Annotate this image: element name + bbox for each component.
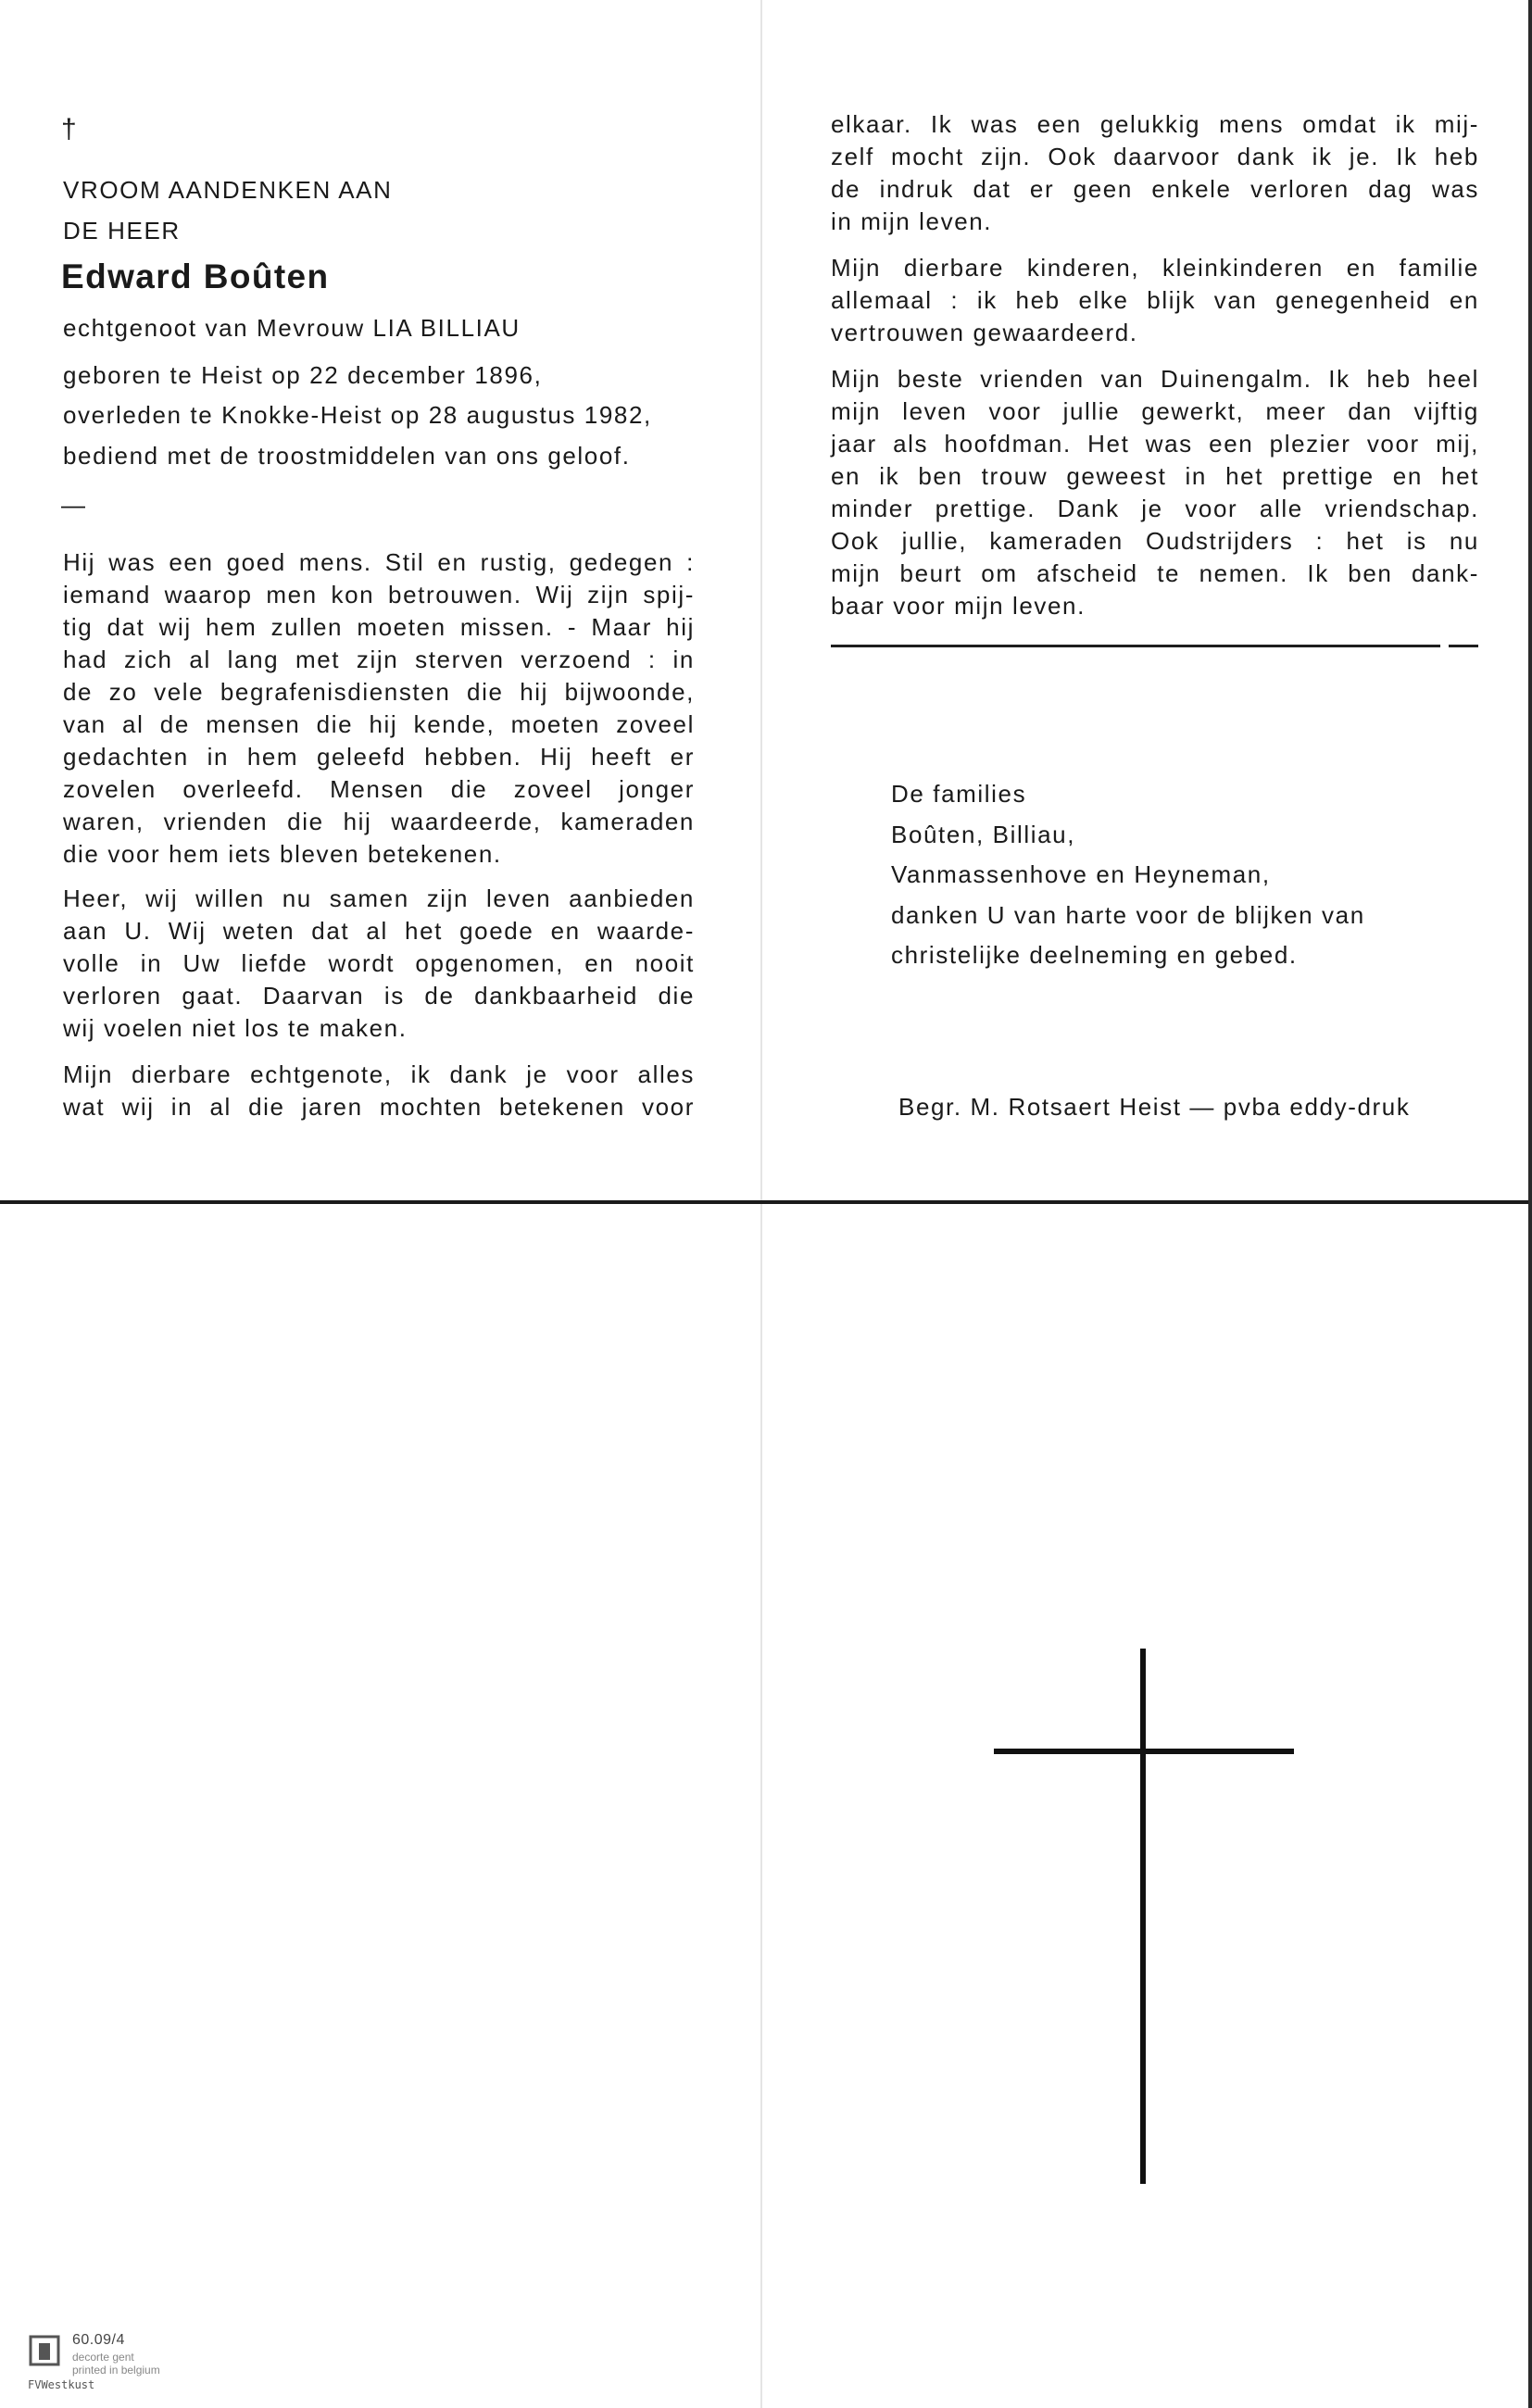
- outer-back-page: [0, 1204, 761, 2408]
- text-line: baar voor mijn leven.: [831, 592, 1086, 620]
- thanks-line-names-1: Boûten, Billiau,: [891, 821, 1076, 848]
- text-line: iemand waarop men kon betrouwen. Wij zijn spij-: [63, 581, 695, 608]
- text-line: elkaar. Ik was een gelukkig mens omdat ik mij-: [831, 110, 1479, 138]
- text-line: Mijn dierbare echtgenote, ik dank je voor alles: [63, 1060, 695, 1088]
- text-line: de indruk dat er geen enkele verloren dag was: [831, 175, 1479, 203]
- paragraph-vrienden: [831, 363, 1479, 622]
- text-line: Ook jullie, kameraden Oudstrijders : het is nu: [831, 527, 1479, 555]
- outer-front-page: [761, 1204, 1532, 2408]
- archive-collection: FVWestkust: [28, 2378, 95, 2391]
- text-line: vertrouwen gewaardeerd.: [831, 319, 1138, 346]
- text-line: gedachten in hem geleefd hebben. Hij heeft er: [63, 743, 695, 771]
- archive-printer: decorte gent: [72, 2351, 134, 2364]
- text-line: Hij was een goed mens. Stil en rustig, gedegen :: [63, 548, 695, 576]
- cross-icon-horizontal: [994, 1749, 1294, 1754]
- text-line: waren, vrienden die hij waardeerde, kameraden: [63, 808, 695, 835]
- archive-country: printed in belgium: [72, 2364, 160, 2377]
- text-line: Mijn dierbare kinderen, kleinkinderen en familie: [831, 254, 1479, 282]
- heading-line-1: VROOM AANDENKEN AAN: [63, 176, 393, 204]
- died-line: overleden te Knokke-Heist op 28 augustus 1982,: [63, 401, 652, 429]
- text-line: verloren gaat. Daarvan is de dankbaarheid die: [63, 982, 695, 1010]
- text-line: tig dat wij hem zullen moeten missen. - Maar hij: [63, 613, 695, 641]
- text-line: volle in Uw liefde wordt opgenomen, en nooit: [63, 949, 695, 977]
- text-line: van al de mensen die hij kende, moeten zoveel: [63, 710, 695, 738]
- text-line: zovelen overleefd. Mensen die zoveel jonger: [63, 775, 695, 803]
- text-line: jaar als hoofdman. Het was een plezier voor mij,: [831, 430, 1479, 458]
- inner-right-page: [761, 0, 1532, 1200]
- inner-left-page: [0, 0, 761, 1200]
- text-line: aan U. Wij weten dat al het goede en waarde-: [63, 917, 695, 945]
- fold-line: [760, 0, 762, 2408]
- archive-code: 60.09/4: [72, 2332, 125, 2348]
- heading-line-2: DE HEER: [63, 217, 181, 245]
- paragraph-kinderen: [831, 252, 1479, 349]
- paragraph-heer: [63, 883, 695, 1045]
- archive-logo-icon: [28, 2334, 65, 2371]
- thanks-line-names-2: Vanmassenhove en Heyneman,: [891, 860, 1271, 888]
- text-line: Heer, wij willen nu samen zijn leven aanbieden: [63, 884, 695, 912]
- closing-rule-dash: [1449, 645, 1478, 647]
- archive-label: [28, 2332, 213, 2397]
- text-line: die voor hem iets bleven betekenen.: [63, 840, 502, 868]
- thanks-line-families: De families: [891, 780, 1027, 808]
- spouse-line: echtgenoot van Mevrouw LIA BILLIAU: [63, 314, 521, 342]
- text-line: zelf mocht zijn. Ook daarvoor dank ik je. Ik heb: [831, 143, 1479, 170]
- text-line: mijn leven voor jullie gewerkt, meer dan vijftig: [831, 397, 1479, 425]
- paragraph-echtgenote: [63, 1059, 695, 1123]
- card-edge: [1528, 0, 1532, 2408]
- text-line: de zo vele begrafenisdiensten die hij bijwoonde,: [63, 678, 695, 706]
- text-line: en ik ben trouw geweest in het prettige en het: [831, 462, 1479, 490]
- separator-dash: —: [61, 491, 87, 519]
- deceased-name: Edward Boûten: [61, 257, 330, 295]
- text-line: Mijn beste vrienden van Duinengalm. Ik heb heel: [831, 365, 1479, 393]
- text-line: allemaal : ik heb elke blijk van genegenheid en: [831, 286, 1479, 314]
- sacrament-line: bediend met de troostmiddelen van ons geloof.: [63, 442, 631, 470]
- printer-credit: Begr. M. Rotsaert Heist — pvba eddy-druk: [898, 1093, 1411, 1121]
- cross-icon-vertical: [1140, 1649, 1146, 2184]
- born-line: geboren te Heist op 22 december 1896,: [63, 361, 543, 389]
- thanks-line-gebed: christelijke deelneming en gebed.: [891, 941, 1298, 969]
- cross-symbol: †: [61, 114, 79, 144]
- text-line: wat wij in al die jaren mochten betekenen voor: [63, 1093, 695, 1121]
- text-line: mijn beurt om afscheid te nemen. Ik ben dank-: [831, 559, 1479, 587]
- scan-border: [0, 1200, 1532, 1204]
- text-line: wij voelen niet los te maken.: [63, 1014, 408, 1042]
- thanks-line-danken: danken U van harte voor de blijken van: [891, 901, 1365, 929]
- paragraph-goed-mens: [63, 546, 695, 871]
- text-line: had zich al lang met zijn sterven verzoend : in: [63, 646, 695, 673]
- text-line: minder prettige. Dank je voor alle vriendschap.: [831, 495, 1479, 522]
- text-line: in mijn leven.: [831, 207, 993, 235]
- closing-rule: [831, 645, 1440, 647]
- paragraph-elkaar: [831, 108, 1479, 238]
